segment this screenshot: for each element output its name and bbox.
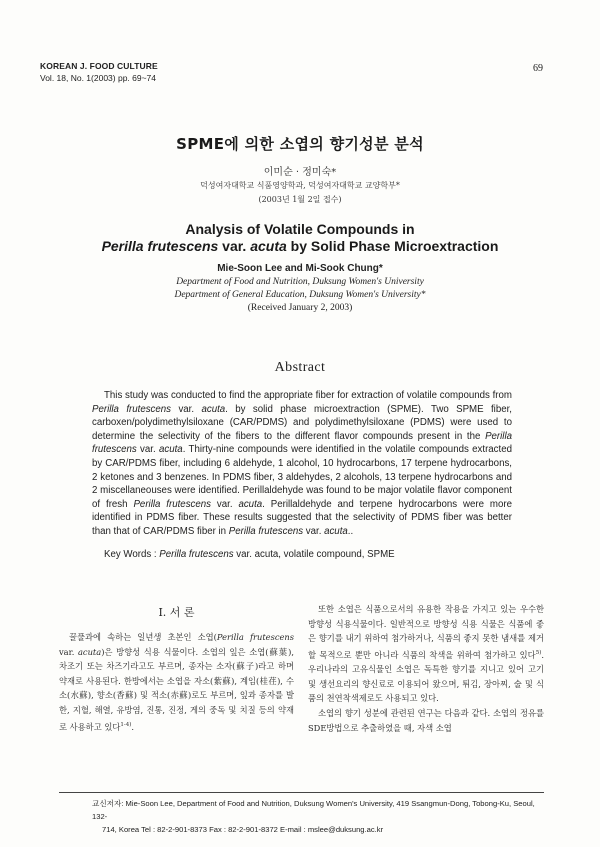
english-affiliation-1: Department of Food and Nutrition, Duksung Women's University (176, 277, 424, 287)
intro-right-paragraph-1: 또한 소엽은 식품으로서의 유용한 작용을 가지고 있는 우수한 방향성 식용식물이다. 일반적으로 방향성 식용 식물은 식품에 좋은 향기를 내기 위하여 첨가하거나, 식품의 좋지 못한 냄새를 제거할 목적으로 뿐만 아니라 식품의 착색을 위하여 첨가하고 있다$^{5)}$. 우리나라의 고유식물인 소엽은 독특한 향기를 지니고 있어 고기 및 생선요리의 향신료로 이용되어 왔으며, 튀김, 장아찌, 술 및 식품의 천연착색제로도 사용되고 있다. (308, 604, 544, 704)
english-affiliation-2: Department of General Education, Duksung Women's University* (174, 290, 426, 300)
keywords-line (104, 548, 504, 561)
footnote-line-1: 교신저자: Mie-Soon Lee, Department of Food and Nutrition, Duksung Women's University, 419 Ssangmun-Dong, Tobong-Ku, Seoul, 132- (92, 799, 535, 821)
abstract-body: This study was conducted to find the appropriate fiber for extraction of volatile compounds from Perilla frutescens var. acuta. by solid phase microextraction (SPME). Two SPME fiber, carboxen/polydimethylsiloxane (CAR/PDMS) and polydimethylsiloxane (PDMS) were used to determine the selectivity of the fibers to the different flavor compounds present in the Perilla frutescens var. acuta. Thirty-nine compounds were identified in the volatile compounds extracted by CAR/PDMS fiber, including 6 aldehyde, 1 alcohol, 10 hydrocarbons, 17 terpene hydrocarbons, 2 ketones and 3 benzenes. In PDMS fiber, 3 aldehydes, 2 alcohols, 13 terpene hydrocarbons and 2 miscellaneouses were identified. Perillaldehyde was found to be major volatile flavor component of fresh Perilla frutescens var. acuta. Perillaldehyde and terpene hydrocarbons were more identified in PDMS fiber. These results suggested that the selectivity of PDMS fiber was better than that of CAR/PDMS fiber in Perilla frutescens var. acuta.. (92, 390, 513, 537)
intro-right-paragraph-2: 소엽의 향기 성분에 관련된 연구는 다음과 같다. 소엽의 정유를 SDE방법으로 추출하였을 때, 자색 소엽 (308, 707, 544, 733)
english-received-date: (Received January 2, 2003) (247, 303, 353, 313)
korean-affiliation: 덕성여자대학교 식품영양학과, 덕성여자대학교 교양학부* (200, 181, 400, 190)
footnote-line-2: 714, Korea Tel : 82-2-901-8373 Fax : 82-2-901-8372 E-mail : mslee@duksung.ac.kr (102, 825, 384, 834)
abstract-heading: Abstract (274, 360, 326, 375)
keywords-species: Perilla frutescens (159, 549, 234, 560)
corresponding-author-footnote (92, 797, 547, 836)
volume-info: Vol. 18, No. 1(2003) pp. 69~74 (40, 73, 157, 83)
intro-left-paragraph: 꿀풀과에 속하는 일년생 초본인 소엽(Perilla frutescens var. acuta)은 방향성 식용 식물이다. 소엽의 잎은 소엽(蘇葉), 차조기 또는 차즈기라고도 부르며, 종자는 소자(蘇子)라고 하며 약재로 사용된다. 한방에서는 소엽을 자소(紫蘇), 계임(桂荏), 수소(水蘇), 향소(香蘇) 및 적소(赤蘇)로도 부르며, 잎과 종자를 발한, 지혈, 해열, 유방염, 진통, 진정, 게의 중독 및 치질 등의 약재로 사용하고 있다$^{1-4)}$. (59, 632, 295, 732)
korean-received-date: (2003년 1월 2일 접수) (258, 195, 342, 204)
journal-name: KOREAN J. FOOD CULTURE (40, 61, 158, 71)
journal-header (40, 60, 158, 84)
keywords-label: Key Words : (104, 549, 160, 560)
english-title-line1: Analysis of Volatile Compounds in (185, 221, 415, 237)
korean-authors: 이미순 · 정미숙* (263, 167, 337, 178)
english-title-line2: Perilla frutescens var. acuta by Solid Phase Microextraction (101, 238, 499, 254)
intro-right-column (308, 602, 544, 735)
footnote-divider (59, 792, 544, 793)
keywords-rest: var. acuta, volatile compound, SPME (233, 549, 395, 560)
page-number: 69 (533, 63, 543, 74)
section-heading-introduction: I. 서 론 (158, 606, 195, 619)
korean-title: SPME에 의한 소엽의 향기성분 분석 (176, 135, 424, 153)
english-authors: Mie-Soon Lee and Mi-Sook Chung* (217, 263, 383, 274)
